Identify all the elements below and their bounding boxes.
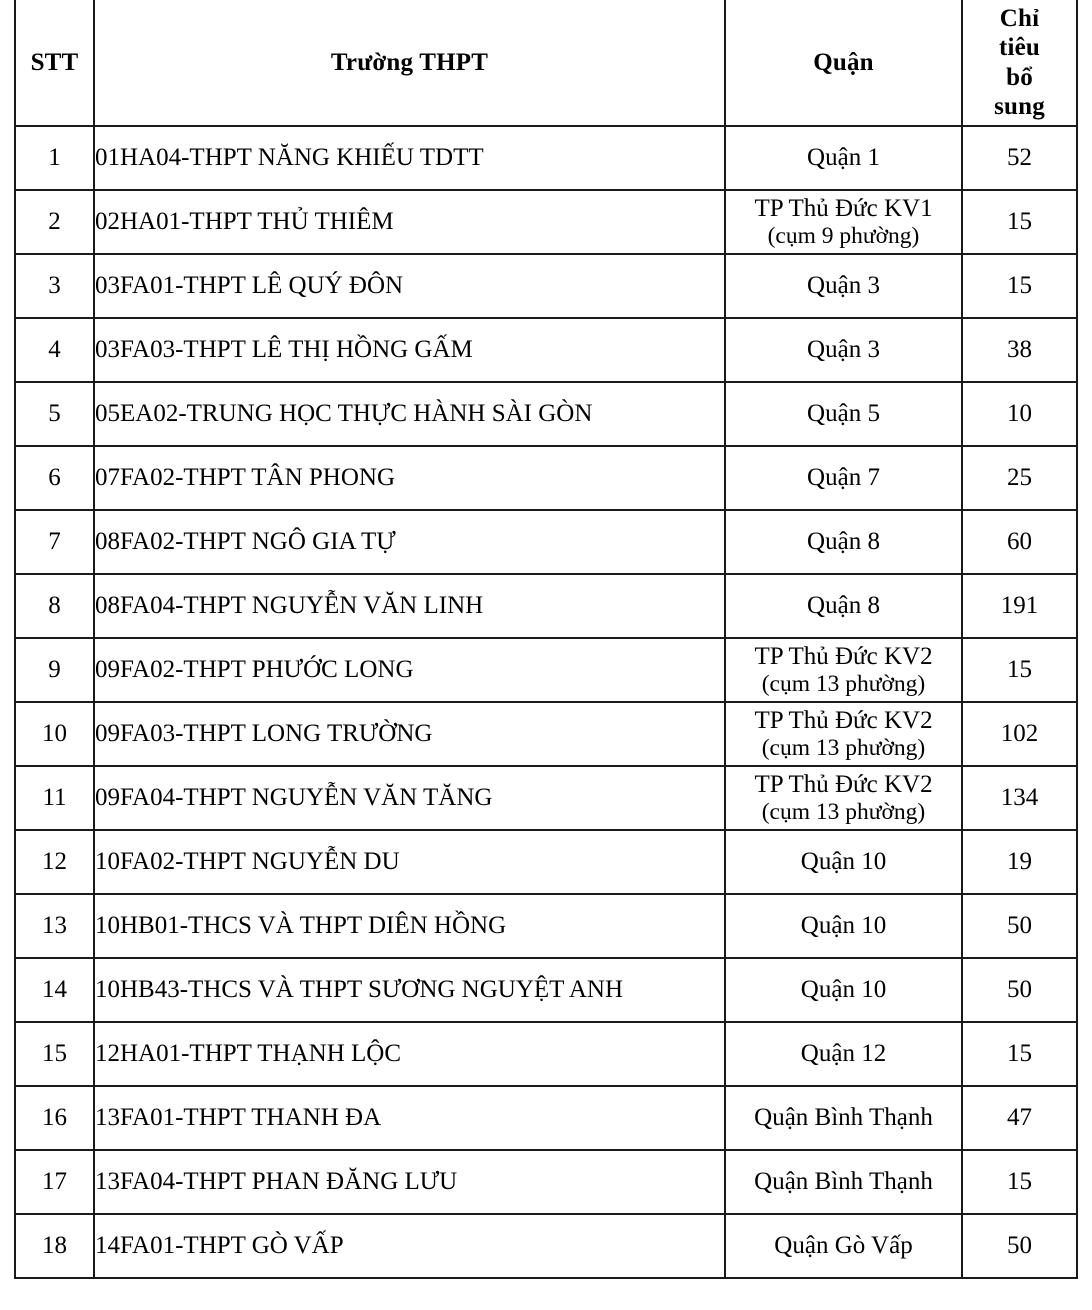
row-index-cell: 14 [15, 958, 94, 1022]
quota-cell: 60 [962, 510, 1077, 574]
quota-cell: 134 [962, 766, 1077, 830]
school-name-cell: 12HA01-THPT THẠNH LỘC [94, 1022, 725, 1086]
table-row [15, 1214, 1077, 1278]
district-cell: Quận 10 [725, 894, 962, 958]
column-header-stt: STT [15, 0, 94, 126]
table-row [15, 894, 1077, 958]
row-index-cell: 5 [15, 382, 94, 446]
table-row [15, 958, 1077, 1022]
district-cell: Quận Bình Thạnh [725, 1086, 962, 1150]
table-row [15, 1086, 1077, 1150]
quota-cell: 25 [962, 446, 1077, 510]
school-name-cell: 09FA02-THPT PHƯỚC LONG [94, 638, 725, 702]
row-index-cell: 3 [15, 254, 94, 318]
row-index-cell: 13 [15, 894, 94, 958]
district-line-2: (cụm 13 phường) [761, 670, 926, 697]
column-header-quota-line4: sung [994, 93, 1045, 120]
table-row [15, 510, 1077, 574]
district-line-2: (cụm 9 phường) [767, 222, 920, 249]
column-header-quota-line2: tiêu [998, 34, 1041, 61]
table-row [15, 254, 1077, 318]
district-cell: Quận Bình Thạnh [725, 1150, 962, 1214]
column-header-district: Quận [725, 0, 962, 126]
district-cell: Quận 10 [725, 830, 962, 894]
row-index-cell: 17 [15, 1150, 94, 1214]
table-body [15, 126, 1077, 1278]
row-index-cell: 16 [15, 1086, 94, 1150]
column-header-quota-line3: bổ [1006, 63, 1033, 91]
school-name-cell: 08FA02-THPT NGÔ GIA TỰ [94, 510, 725, 574]
district-cell: Quận 3 [725, 318, 962, 382]
quota-cell: 102 [962, 702, 1077, 766]
school-name-cell: 09FA03-THPT LONG TRƯỜNG [94, 702, 725, 766]
quota-cell: 15 [962, 1022, 1077, 1086]
school-name-cell: 09FA04-THPT NGUYỄN VĂN TĂNG [94, 766, 725, 830]
school-name-cell: 02HA01-THPT THỦ THIÊM [94, 190, 725, 254]
row-index-cell: 15 [15, 1022, 94, 1086]
row-index-cell: 1 [15, 126, 94, 190]
school-name-cell: 08FA04-THPT NGUYỄN VĂN LINH [94, 574, 725, 638]
row-index-cell: 4 [15, 318, 94, 382]
district-line-1: TP Thủ Đức KV2 [754, 706, 933, 734]
row-index-cell: 10 [15, 702, 94, 766]
table-row [15, 702, 1077, 766]
quota-cell: 19 [962, 830, 1077, 894]
header-row [15, 0, 1077, 126]
table-row [15, 830, 1077, 894]
district-cell: Quận 5 [725, 382, 962, 446]
table-header [15, 0, 1077, 126]
district-cell: Quận 8 [725, 574, 962, 638]
row-index-cell: 12 [15, 830, 94, 894]
district-line-2: (cụm 13 phường) [761, 734, 926, 761]
district-cell [725, 766, 962, 830]
quota-cell: 10 [962, 382, 1077, 446]
quota-cell: 191 [962, 574, 1077, 638]
table-row [15, 1022, 1077, 1086]
quota-cell: 50 [962, 958, 1077, 1022]
table-row [15, 446, 1077, 510]
quota-cell: 15 [962, 1150, 1077, 1214]
row-index-cell: 11 [15, 766, 94, 830]
district-cell: Quận 10 [725, 958, 962, 1022]
district-cell: Quận Gò Vấp [725, 1214, 962, 1278]
row-index-cell: 9 [15, 638, 94, 702]
column-header-quota-line1: Chỉ [999, 4, 1040, 32]
table-row [15, 1150, 1077, 1214]
quota-cell: 15 [962, 254, 1077, 318]
district-cell [725, 702, 962, 766]
school-name-cell: 13FA01-THPT THANH ĐA [94, 1086, 725, 1150]
row-index-cell: 8 [15, 574, 94, 638]
district-cell [725, 638, 962, 702]
quota-cell: 50 [962, 894, 1077, 958]
district-line-2: (cụm 13 phường) [761, 798, 926, 825]
school-name-cell: 14FA01-THPT GÒ VẤP [94, 1214, 725, 1278]
school-name-cell: 01HA04-THPT NĂNG KHIẾU TDTT [94, 126, 725, 190]
row-index-cell: 18 [15, 1214, 94, 1278]
school-name-cell: 03FA01-THPT LÊ QUÝ ĐÔN [94, 254, 725, 318]
district-line-1: TP Thủ Đức KV2 [754, 770, 933, 798]
school-name-cell: 05EA02-TRUNG HỌC THỰC HÀNH SÀI GÒN [94, 382, 725, 446]
column-header-school: Trường THPT [94, 0, 725, 126]
quota-cell: 47 [962, 1086, 1077, 1150]
school-name-cell: 10HB01-THCS VÀ THPT DIÊN HỒNG [94, 894, 725, 958]
district-line-1: TP Thủ Đức KV2 [754, 642, 933, 670]
district-cell [725, 190, 962, 254]
table-row [15, 382, 1077, 446]
district-line-1: TP Thủ Đức KV1 [754, 194, 933, 222]
quota-cell: 15 [962, 638, 1077, 702]
district-cell: Quận 12 [725, 1022, 962, 1086]
quota-cell: 38 [962, 318, 1077, 382]
table-row [15, 318, 1077, 382]
table-row [15, 126, 1077, 190]
row-index-cell: 7 [15, 510, 94, 574]
school-name-cell: 07FA02-THPT TÂN PHONG [94, 446, 725, 510]
district-cell: Quận 8 [725, 510, 962, 574]
table-row [15, 574, 1077, 638]
district-cell: Quận 3 [725, 254, 962, 318]
quota-cell: 52 [962, 126, 1077, 190]
school-name-cell: 13FA04-THPT PHAN ĐĂNG LƯU [94, 1150, 725, 1214]
school-name-cell: 03FA03-THPT LÊ THỊ HỒNG GẤM [94, 318, 725, 382]
school-name-cell: 10HB43-THCS VÀ THPT SƯƠNG NGUYỆT ANH [94, 958, 725, 1022]
supplementary-quota-table [14, 0, 1078, 1279]
table-row [15, 638, 1077, 702]
row-index-cell: 6 [15, 446, 94, 510]
district-cell: Quận 1 [725, 126, 962, 190]
quota-cell: 15 [962, 190, 1077, 254]
table-row [15, 766, 1077, 830]
district-cell: Quận 7 [725, 446, 962, 510]
school-name-cell: 10FA02-THPT NGUYỄN DU [94, 830, 725, 894]
row-index-cell: 2 [15, 190, 94, 254]
table-row [15, 190, 1077, 254]
quota-cell: 50 [962, 1214, 1077, 1278]
column-header-quota [962, 0, 1077, 126]
